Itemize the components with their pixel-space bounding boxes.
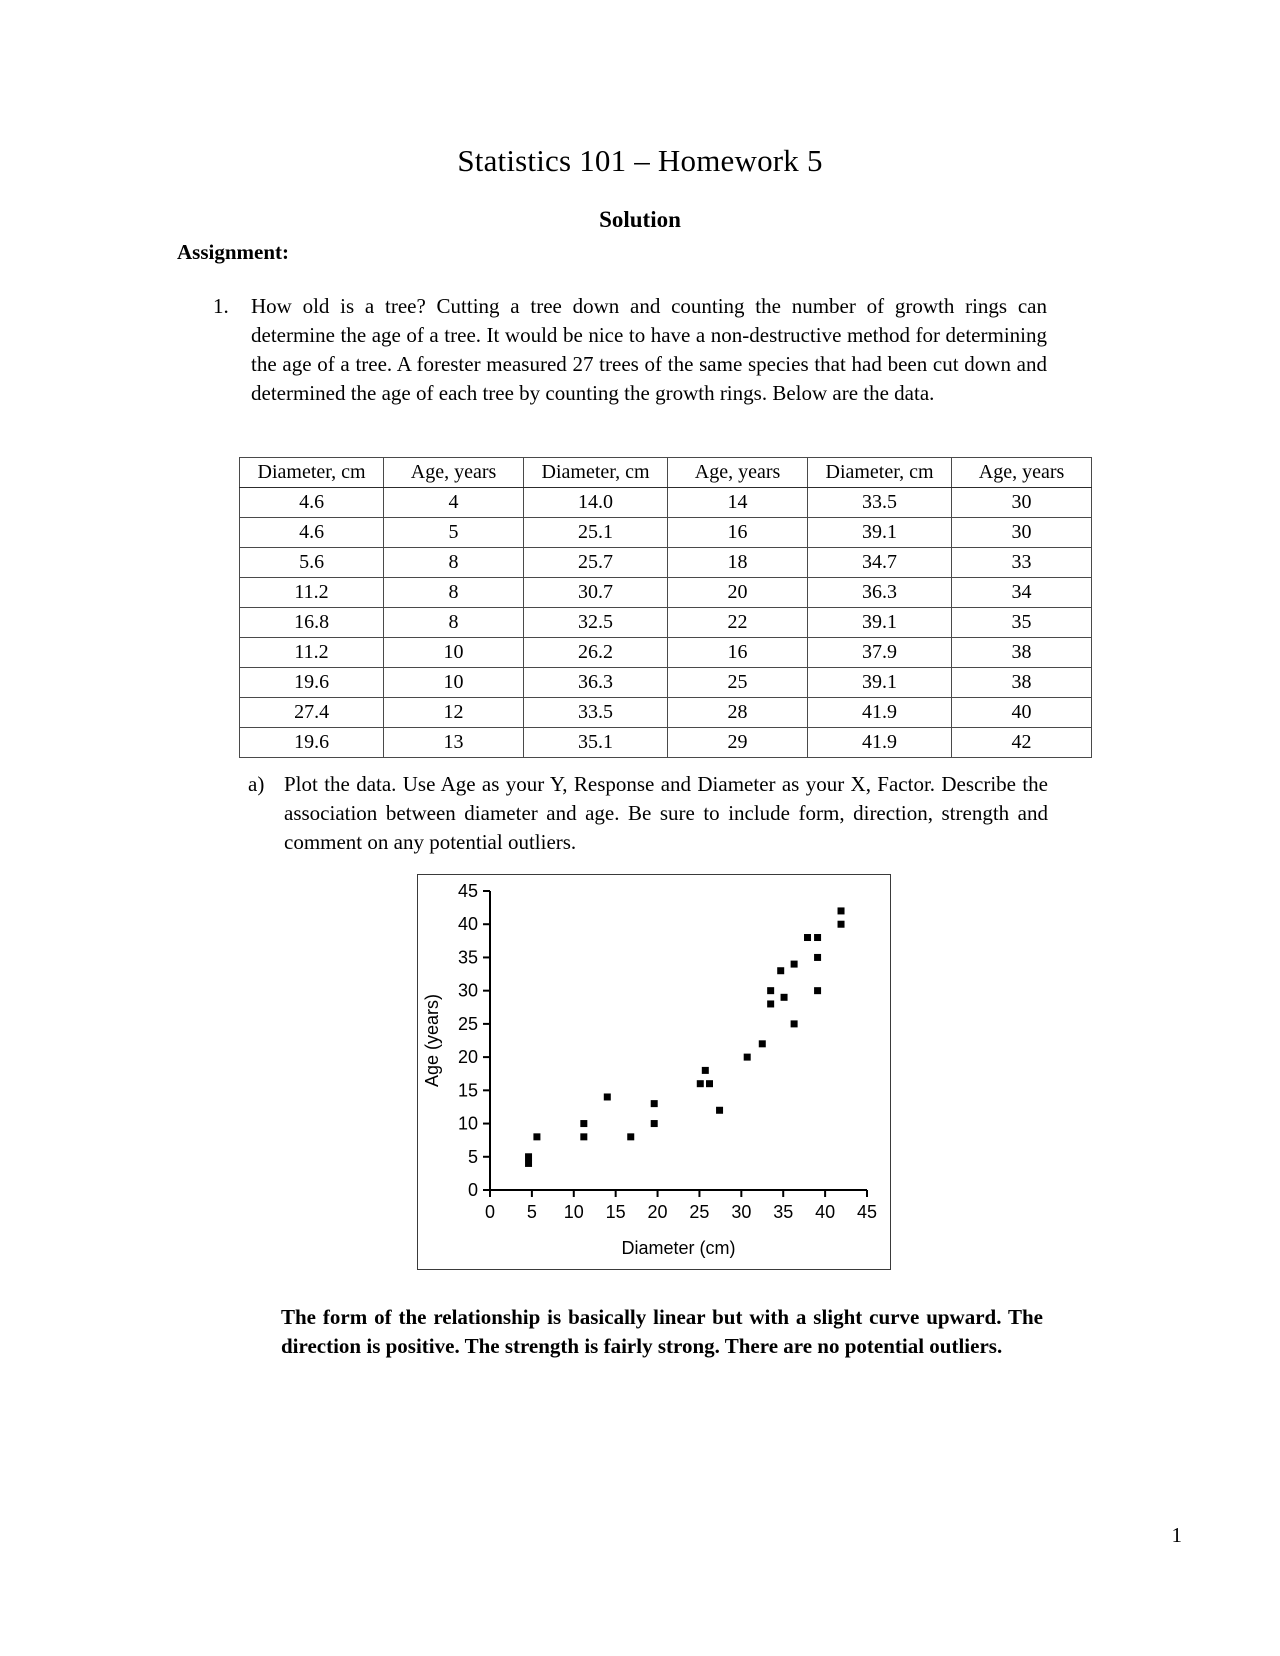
y-axis-tick-label: 30: [457, 980, 478, 1001]
scatter-point: [777, 967, 784, 974]
table-cell: 34.7: [807, 548, 951, 578]
x-axis-tick-label: 0: [484, 1202, 496, 1222]
table-row: [240, 608, 1092, 638]
table-cell: 36.3: [807, 578, 951, 608]
scatter-point: [627, 1133, 634, 1140]
table-cell: 4.6: [240, 518, 384, 548]
table-cell: 36.3: [523, 668, 667, 698]
y-axis-tick-label: 25: [457, 1013, 478, 1034]
table-cell: 8: [384, 548, 524, 578]
table-cell: 32.5: [523, 608, 667, 638]
table-cell: 16: [668, 638, 808, 668]
scatter-point: [525, 1153, 532, 1160]
table-header: [240, 458, 1092, 488]
x-axis-tick-label: 20: [647, 1202, 668, 1222]
table-cell: 25: [668, 668, 808, 698]
table-cell: 40: [952, 698, 1092, 728]
table-cell: 30: [952, 518, 1092, 548]
x-axis-tick-label: 35: [773, 1202, 794, 1222]
table-cell: 5.6: [240, 548, 384, 578]
column-header: Age, years: [384, 458, 524, 488]
table-cell: 25.7: [523, 548, 667, 578]
x-axis-tick-label: 25: [689, 1202, 710, 1222]
table-cell: 33: [952, 548, 1092, 578]
scatter-point: [814, 954, 821, 961]
table-cell: 35.1: [523, 728, 667, 758]
scatter-point: [525, 1160, 532, 1167]
table-cell: 33.5: [523, 698, 667, 728]
page-number: 1: [1171, 1523, 1182, 1547]
x-axis-tick-label: 30: [731, 1202, 752, 1222]
table-cell: 14: [668, 488, 808, 518]
column-header: Age, years: [952, 458, 1092, 488]
table-cell: 30.7: [523, 578, 667, 608]
x-axis-tick-label: 15: [605, 1202, 626, 1222]
table-cell: 41.9: [807, 728, 951, 758]
table-cell: 18: [668, 548, 808, 578]
table-cell: 22: [668, 608, 808, 638]
table-cell: 14.0: [523, 488, 667, 518]
x-axis-tick-label: 10: [563, 1202, 584, 1222]
scatter-point: [814, 934, 821, 941]
y-axis-title: Age (years): [422, 993, 442, 1088]
part-a: [248, 770, 1048, 857]
y-axis-tick-label: 20: [457, 1047, 478, 1068]
problem-text: How old is a tree? Cutting a tree down and counting the number of growth rings can determine the age of a tree. It would be nice to have a non-destructive method for determining the age of a tree. A forester measured 27 trees of the same species that had been cut down and determined the age of each tree by counting the growth rings. Below are the data.: [251, 294, 1047, 405]
scatter-point: [580, 1133, 587, 1140]
table-cell: 38: [952, 638, 1092, 668]
table-row: [240, 638, 1092, 668]
y-axis-tick-label: 5: [467, 1146, 478, 1167]
table-cell: 8: [384, 578, 524, 608]
scatter-point: [759, 1040, 766, 1047]
table-row: [240, 518, 1092, 548]
scatter-point: [651, 1100, 658, 1107]
y-axis-tick-label: 15: [457, 1080, 478, 1101]
scatter-point: [767, 1000, 774, 1007]
table-body: [240, 488, 1092, 758]
table-row: [240, 698, 1092, 728]
column-header: Age, years: [668, 458, 808, 488]
scatter-plot-figure: [417, 874, 891, 1270]
tree-data-table-wrapper: [239, 457, 1092, 758]
scatter-point: [744, 1054, 751, 1061]
x-axis-tick-label: 45: [856, 1202, 878, 1222]
table-cell: 4: [384, 488, 524, 518]
table-cell: 38: [952, 668, 1092, 698]
table-cell: 11.2: [240, 638, 384, 668]
y-axis-tick-label: 10: [457, 1113, 478, 1134]
table-cell: 30: [952, 488, 1092, 518]
table-cell: 39.1: [807, 668, 951, 698]
table-cell: 8: [384, 608, 524, 638]
table-cell: 39.1: [807, 518, 951, 548]
y-axis-tick-label: 45: [457, 881, 478, 901]
table-cell: 29: [668, 728, 808, 758]
scatter-plot-svg: [418, 875, 889, 1268]
table-row: [240, 578, 1092, 608]
table-cell: 33.5: [807, 488, 951, 518]
scatter-point: [781, 994, 788, 1001]
table-cell: 13: [384, 728, 524, 758]
table-cell: 4.6: [240, 488, 384, 518]
tree-data-table: [239, 457, 1092, 758]
table-header-row: [240, 458, 1092, 488]
table-row: [240, 668, 1092, 698]
column-header: Diameter, cm: [807, 458, 951, 488]
table-cell: 37.9: [807, 638, 951, 668]
scatter-point: [838, 921, 845, 928]
table-cell: 16: [668, 518, 808, 548]
scatter-point: [838, 907, 845, 914]
scatter-point: [767, 987, 774, 994]
y-axis-tick-label: 40: [457, 914, 478, 935]
scatter-point: [804, 934, 811, 941]
scatter-point: [814, 987, 821, 994]
table-cell: 35: [952, 608, 1092, 638]
scatter-point: [533, 1133, 540, 1140]
scatter-point: [580, 1120, 587, 1127]
table-cell: 27.4: [240, 698, 384, 728]
table-row: [240, 548, 1092, 578]
page-title: Statistics 101 – Homework 5: [457, 143, 823, 178]
table-cell: 42: [952, 728, 1092, 758]
column-header: Diameter, cm: [240, 458, 384, 488]
table-cell: 19.6: [240, 668, 384, 698]
table-cell: 12: [384, 698, 524, 728]
conclusion-text: The form of the relationship is basically linear but with a slight curve upward. The direction is positive. The strength is fairly strong. There are no potential outliers.: [281, 1305, 1043, 1358]
scatter-point: [604, 1093, 611, 1100]
scatter-point: [651, 1120, 658, 1127]
table-cell: 26.2: [523, 638, 667, 668]
scatter-point: [791, 961, 798, 968]
scatter-point: [702, 1067, 709, 1074]
document-subtitle: Solution: [599, 207, 681, 232]
table-row: [240, 488, 1092, 518]
table-cell: 39.1: [807, 608, 951, 638]
table-cell: 10: [384, 638, 524, 668]
table-row: [240, 728, 1092, 758]
table-cell: 34: [952, 578, 1092, 608]
x-axis-tick-label: 40: [815, 1202, 836, 1222]
part-a-text: Plot the data. Use Age as your Y, Response and Diameter as your X, Factor. Describe the association between diameter and age. Be sure to include form, direction, strength and comment on any potential outliers.: [284, 772, 1048, 854]
table-cell: 5: [384, 518, 524, 548]
scatter-point: [697, 1080, 704, 1087]
table-cell: 11.2: [240, 578, 384, 608]
scatter-point: [716, 1107, 723, 1114]
assignment-label: Assignment:: [177, 240, 290, 264]
table-cell: 20: [668, 578, 808, 608]
scatter-point: [791, 1020, 798, 1027]
table-cell: 16.8: [240, 608, 384, 638]
table-cell: 19.6: [240, 728, 384, 758]
part-letter: a): [248, 772, 265, 796]
problem-1: [213, 292, 1047, 408]
table-cell: 25.1: [523, 518, 667, 548]
x-axis-tick-label: 5: [526, 1202, 537, 1222]
y-axis-tick-label: 0: [467, 1180, 478, 1200]
problem-number: 1.: [213, 294, 229, 318]
y-axis-tick-label: 35: [457, 947, 478, 968]
x-axis-title: Diameter (cm): [621, 1238, 736, 1258]
column-header: Diameter, cm: [523, 458, 667, 488]
table-cell: 41.9: [807, 698, 951, 728]
table-cell: 10: [384, 668, 524, 698]
table-cell: 28: [668, 698, 808, 728]
scatter-point: [706, 1080, 713, 1087]
